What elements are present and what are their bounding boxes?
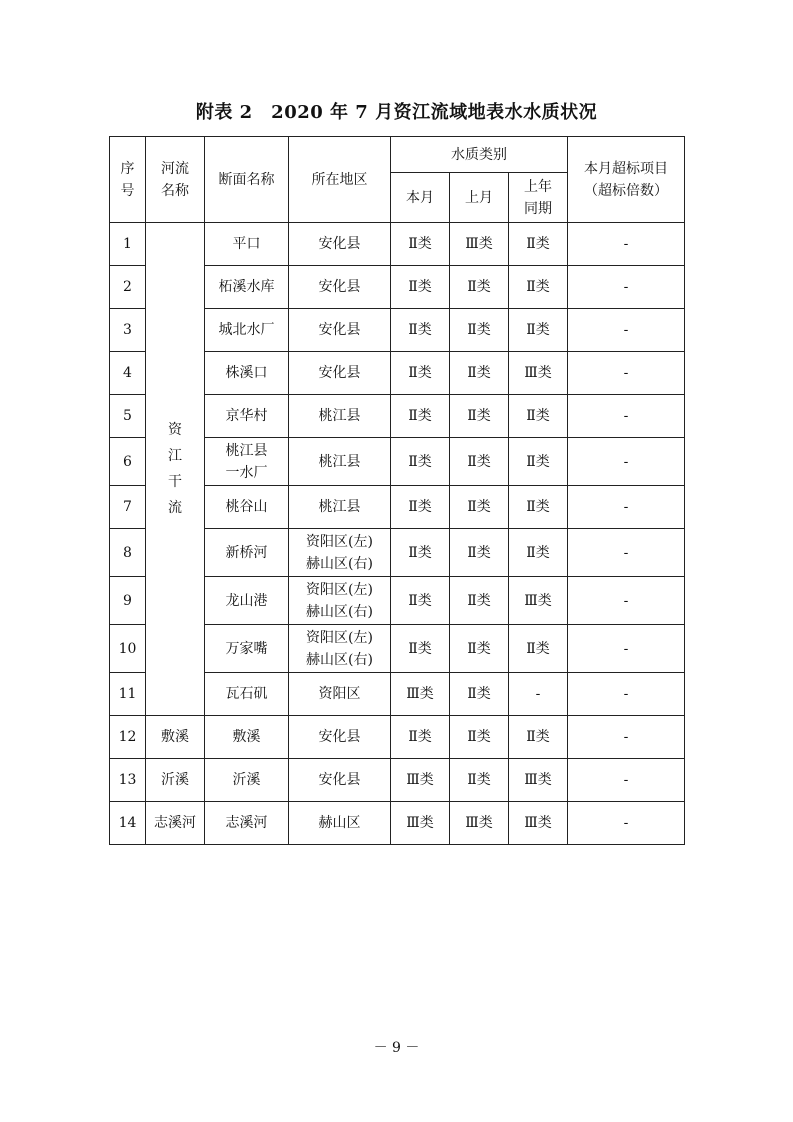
cell-section: 桃谷山 [205,486,289,529]
cell-section: 京华村 [205,395,289,438]
cell-last-month: Ⅱ类 [450,716,509,759]
cell-seq: 4 [110,352,146,395]
cell-seq: 12 [110,716,146,759]
cell-region: 资阳区(左) 赫山区(右) [289,577,391,625]
header-last-month: 上月 [450,173,509,223]
cell-seq: 1 [110,223,146,266]
cell-region: 资阳区(左) 赫山区(右) [289,625,391,673]
cell-last-year: Ⅱ类 [509,716,568,759]
cell-this-month: Ⅱ类 [391,486,450,529]
cell-last-month: Ⅱ类 [450,577,509,625]
cell-section: 株溪口 [205,352,289,395]
cell-exceed: - [568,529,685,577]
cell-section: 龙山港 [205,577,289,625]
cell-last-year: Ⅱ类 [509,529,568,577]
cell-exceed: - [568,395,685,438]
header-last-year: 上年 同期 [509,173,568,223]
table-row [110,759,685,802]
cell-seq: 8 [110,529,146,577]
cell-region: 安化县 [289,309,391,352]
cell-this-month: Ⅱ类 [391,395,450,438]
cell-seq: 9 [110,577,146,625]
cell-this-month: Ⅱ类 [391,577,450,625]
cell-exceed: - [568,309,685,352]
cell-last-month: Ⅱ类 [450,266,509,309]
cell-seq: 7 [110,486,146,529]
cell-last-year: Ⅲ类 [509,352,568,395]
cell-last-year: Ⅱ类 [509,223,568,266]
page-title: 附表 2 2020 年 7 月资江流域地表水水质状况 [195,102,598,123]
cell-seq: 14 [110,802,146,845]
cell-last-month: Ⅱ类 [450,529,509,577]
cell-last-year: Ⅱ类 [509,625,568,673]
cell-river: 敷溪 [146,716,205,759]
cell-exceed: - [568,352,685,395]
cell-last-month: Ⅱ类 [450,309,509,352]
cell-last-year: Ⅲ类 [509,759,568,802]
cell-section: 志溪河 [205,802,289,845]
cell-exceed: - [568,673,685,716]
cell-exceed: - [568,223,685,266]
cell-last-month: Ⅲ类 [450,802,509,845]
cell-region: 安化县 [289,352,391,395]
cell-exceed: - [568,625,685,673]
cell-last-month: Ⅱ类 [450,352,509,395]
cell-section: 柘溪水库 [205,266,289,309]
cell-seq: 10 [110,625,146,673]
water-quality-table [109,136,685,845]
cell-last-year: Ⅱ类 [509,266,568,309]
cell-exceed: - [568,266,685,309]
cell-this-month: Ⅱ类 [391,529,450,577]
header-this-month: 本月 [391,173,450,223]
cell-section: 瓦石矶 [205,673,289,716]
cell-this-month: Ⅲ类 [391,802,450,845]
cell-seq: 11 [110,673,146,716]
cell-section: 沂溪 [205,759,289,802]
header-exceed: 本月超标项目 （超标倍数） [568,137,685,223]
table-row [110,223,685,266]
cell-this-month: Ⅱ类 [391,223,450,266]
table-row [110,716,685,759]
header-region: 所在地区 [289,137,391,223]
cell-section: 平口 [205,223,289,266]
cell-section: 敷溪 [205,716,289,759]
cell-this-month: Ⅲ类 [391,759,450,802]
cell-seq: 13 [110,759,146,802]
cell-seq: 6 [110,438,146,486]
cell-exceed: - [568,716,685,759]
header-section: 断面名称 [205,137,289,223]
table-body [110,223,685,845]
cell-region: 安化县 [289,716,391,759]
table-row [110,802,685,845]
cell-last-year: Ⅱ类 [509,395,568,438]
cell-region: 资阳区 [289,673,391,716]
cell-seq: 2 [110,266,146,309]
cell-river: 志溪河 [146,802,205,845]
cell-section: 新桥河 [205,529,289,577]
cell-region: 桃江县 [289,438,391,486]
cell-section: 桃江县 一水厂 [205,438,289,486]
cell-region: 安化县 [289,759,391,802]
cell-last-month: Ⅱ类 [450,759,509,802]
cell-section: 城北水厂 [205,309,289,352]
page-number: － 9 － [373,1040,420,1056]
cell-last-year: Ⅱ类 [509,438,568,486]
cell-exceed: - [568,802,685,845]
cell-seq: 5 [110,395,146,438]
cell-this-month: Ⅲ类 [391,673,450,716]
cell-region: 安化县 [289,223,391,266]
header-seq: 序 号 [110,137,146,223]
cell-region: 赫山区 [289,802,391,845]
cell-river-main: 资 江 干 流 [146,223,205,716]
header-quality: 水质类别 [391,137,568,173]
cell-last-month: Ⅱ类 [450,395,509,438]
cell-river: 沂溪 [146,759,205,802]
header-river: 河流 名称 [146,137,205,223]
cell-last-year: Ⅲ类 [509,577,568,625]
cell-last-month: Ⅱ类 [450,673,509,716]
cell-last-year: Ⅱ类 [509,486,568,529]
cell-last-month: Ⅱ类 [450,486,509,529]
cell-this-month: Ⅱ类 [391,625,450,673]
cell-this-month: Ⅱ类 [391,716,450,759]
cell-last-month: Ⅲ类 [450,223,509,266]
cell-last-month: Ⅱ类 [450,438,509,486]
cell-region: 资阳区(左) 赫山区(右) [289,529,391,577]
cell-region: 安化县 [289,266,391,309]
cell-exceed: - [568,759,685,802]
cell-last-year: Ⅲ类 [509,802,568,845]
cell-last-year: Ⅱ类 [509,309,568,352]
cell-exceed: - [568,577,685,625]
cell-seq: 3 [110,309,146,352]
cell-section: 万家嘴 [205,625,289,673]
cell-this-month: Ⅱ类 [391,266,450,309]
cell-region: 桃江县 [289,486,391,529]
cell-region: 桃江县 [289,395,391,438]
cell-last-year: - [509,673,568,716]
cell-this-month: Ⅱ类 [391,309,450,352]
cell-this-month: Ⅱ类 [391,352,450,395]
cell-exceed: - [568,438,685,486]
cell-last-month: Ⅱ类 [450,625,509,673]
cell-this-month: Ⅱ类 [391,438,450,486]
cell-exceed: - [568,486,685,529]
